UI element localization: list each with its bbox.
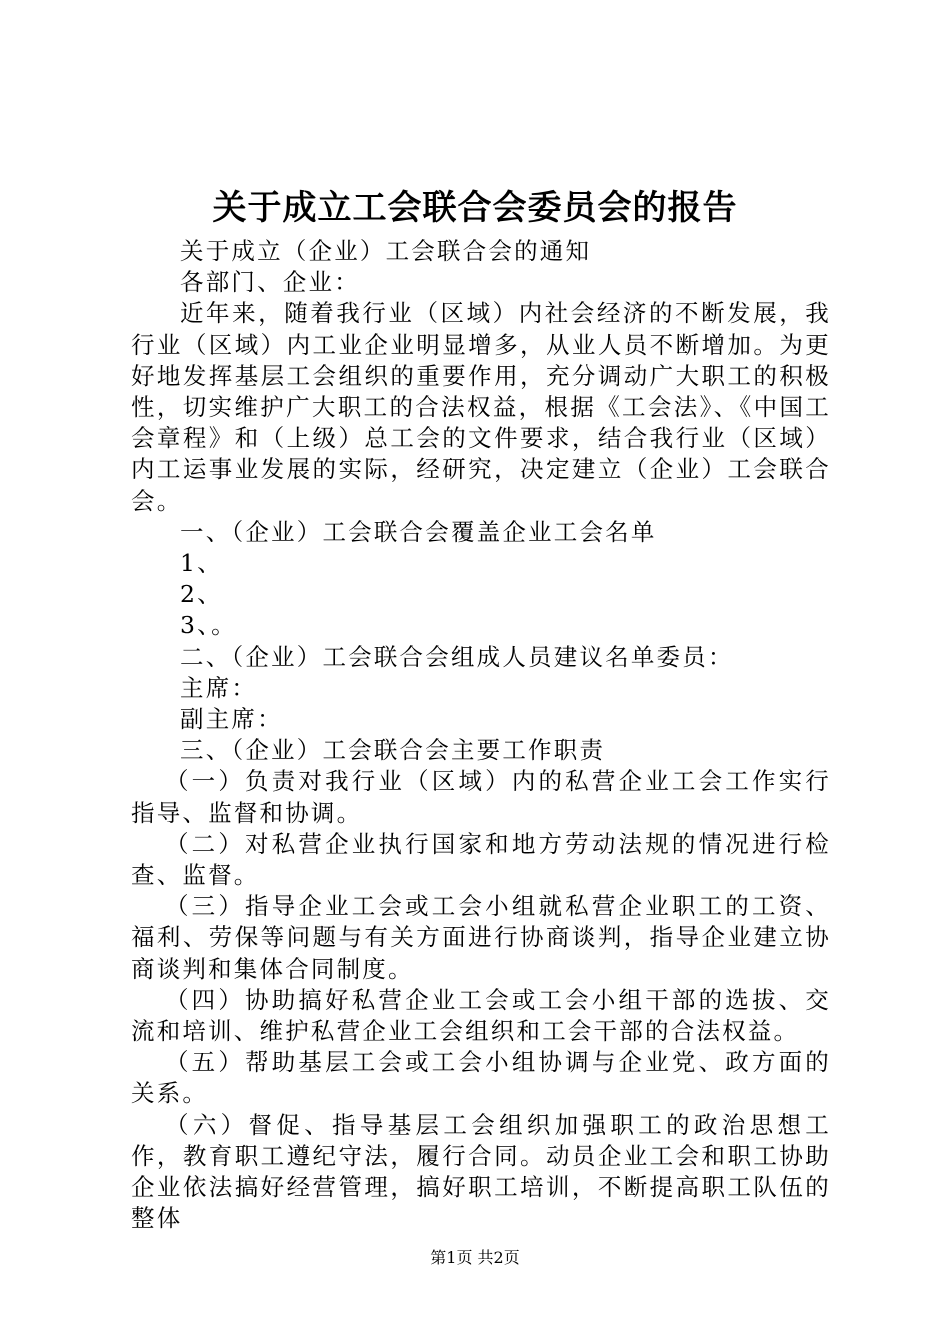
section-heading-1: 一、（企业）工会联合会覆盖企业工会名单: [180, 517, 657, 546]
duty-item: （三）指导企业工会或工会小组就私营企业职工的工资、福利、劳保等问题与有关方面进行协商谈判，指导企业建立协商谈判和集体合同制度。: [131, 892, 831, 983]
duty-item: （六）督促、指导基层工会组织加强职工的政治思想工作，教育职工遵纪守法，履行合同。动员企业工会和职工协助企业依法搞好经营管理，搞好职工培训，不断提高职工队伍的整体: [131, 1110, 831, 1233]
list-item: 2、: [180, 580, 223, 609]
document-body: [131, 236, 831, 1235]
duty-item: （一）负责对我行业（区域）内的私营企业工会工作实行指导、监督和协调。: [131, 767, 831, 827]
duty-item: （二）对私营企业执行国家和地方劳动法规的情况进行检查、监督。: [131, 829, 831, 890]
intro-paragraph: 近年来，随着我行业（区域）内社会经济的不断发展，我行业（区域）内工业企业明显增多，从业人员不断增加。为更好地发挥基层工会组织的重要作用，充分调动广大职工的积极性，切实维护广大职工的合法权益，根据《工会法》、《中国工会章程》和（上级）总工会的文件要求，结合我行业（区域）内工运事业发展的实际，经研究，决定建立（企业）工会联合会。: [131, 299, 831, 515]
list-item: 3、。: [180, 611, 237, 640]
notice-title: 关于成立（企业）工会联合会的通知: [180, 237, 592, 265]
salutation: 各部门、企业：: [180, 268, 360, 297]
section-heading-2: 二、（企业）工会联合会组成人员建议名单委员：: [180, 642, 734, 671]
duty-item: （五）帮助基层工会或工会小组协调与企业党、政方面的关系。: [131, 1048, 831, 1108]
vice-chairman-line: 副主席：: [180, 705, 283, 734]
duty-item: （四）协助搞好私营企业工会或工会小组干部的选拔、交流和培训、维护私营企业工会组织和工会干部的合法权益。: [131, 985, 831, 1046]
chairman-line: 主席：: [180, 673, 258, 702]
document-title: 关于成立工会联合会委员会的报告: [212, 188, 738, 228]
list-item: 1、: [180, 549, 223, 578]
section-heading-3: 三、（企业）工会联合会主要工作职责: [180, 736, 606, 765]
page-number-footer: 第1页 共2页: [430, 1248, 520, 1267]
